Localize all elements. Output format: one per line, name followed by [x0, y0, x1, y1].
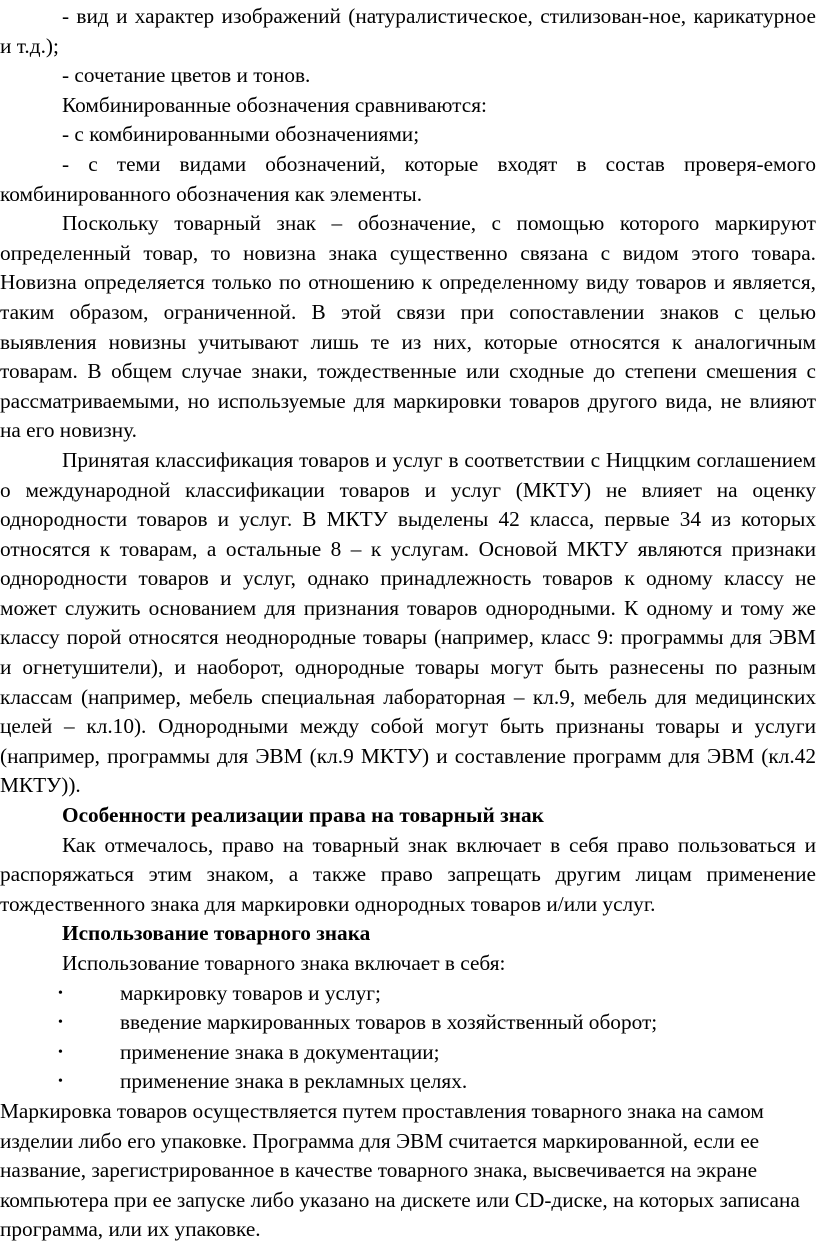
bullet-icon: • [58, 1074, 63, 1090]
list-item-text: применение знака в документации; [120, 1039, 440, 1064]
paragraph-combined-intro: Комбинированные обозначения сравниваются: [62, 92, 487, 117]
list-item-text: введение маркированных товаров в хозяйственный оборот; [120, 1010, 658, 1035]
bullet-icon: • [58, 985, 63, 1001]
paragraph-classification: Принятая классификация товаров и услуг в соответствии с Ниццким соглашением о международной классификации товаров и услуг (МКТУ) не влияет на оценку однородности товаров и услуг. В МКТУ выделены 42 класса, первые 34 из которых относятся к товарам, а остальные 8 – к услугам. Основой МКТУ являются признаки однородности товаров и услуг, однако принадлежность товаров к одному классу не может служить основанием для признания товаров однородными. К одному и тому же классу порой относятся неоднородные товары (например, класс 9: программы для ЭВМ и огнетушители), и наоборот, однородные товары могут быть разнесены по разным классам (например, мебель специальная лабораторная – кл.9, мебель для медицинских целей – кл.10). Однородными между собой могут быть признаны товары и услуги (например, программы для ЭВМ (кл.9 МКТУ) и составление программ для ЭВМ (кл.42 МКТУ)). [0, 447, 816, 798]
paragraph-image-type: - вид и характер изображений (натуралистическое, стилизован-ное, карикатурное и т.д.); [0, 4, 816, 58]
list-item [0, 1008, 816, 1038]
paragraph-colors: - сочетание цветов и тонов. [62, 63, 311, 88]
paragraph-combined-with-combined: - с комбинированными обозначениями; [62, 122, 420, 147]
list-item-text: применение знака в рекламных целях. [120, 1069, 468, 1094]
heading-rights-features: Особенности реализации права на товарный знак [62, 803, 544, 828]
paragraph-combined-elements: - с теми видами обозначений, которые входят в состав проверя-емого комбинированного обозначения как элементы. [0, 151, 816, 206]
bullet-icon: • [58, 1015, 63, 1031]
paragraph-novelty: Поскольку товарный знак – обозначение, с помощью которого маркируют определенный товар, то новизна знака существенно связана с видом этого товара. Новизна определяется только по отношению к определенному виду товаров и является, таким образом, ограниченной. В этой связи при сопоставлении знаков с целью выявления новизны учитывают лишь те из них, которые относятся к аналогичным товарам. В общем случае знаки, тождественные или сходные до степени смешения с рассматриваемыми, но используемые для маркировки товаров другого вида, не влияют на его новизну. [0, 211, 816, 443]
paragraph-rights: Как отмечалось, право на товарный знак включает в себя право пользоваться и распоряжаться этим знаком, а также право запрещать другим лицам применение тождественного знака для маркировки однородных товаров и/или услуг. [0, 832, 816, 916]
paragraph-use-intro: Использование товарного знака включает в себя: [62, 951, 506, 975]
bullet-icon: • [58, 1044, 63, 1060]
list-item [0, 1067, 816, 1097]
list-item [0, 979, 816, 1009]
list-item-text: маркировку товаров и услуг; [120, 980, 381, 1005]
heading-trademark-use: Использование товарного знака [62, 921, 371, 946]
list-item [0, 1038, 816, 1068]
use-list [0, 979, 816, 1097]
paragraph-marking: Маркировка товаров осуществляется путем проставления товарного знака на самом изделии либо его упаковке. Программа для ЭВМ считается маркированной, если ее название, зарегистрированное в качестве товарного знака, высвечивается на экране компьютера при ее запуске либо указано на дискете или CD-диске, на которых записана программа, или их упаковке. [0, 1098, 800, 1242]
